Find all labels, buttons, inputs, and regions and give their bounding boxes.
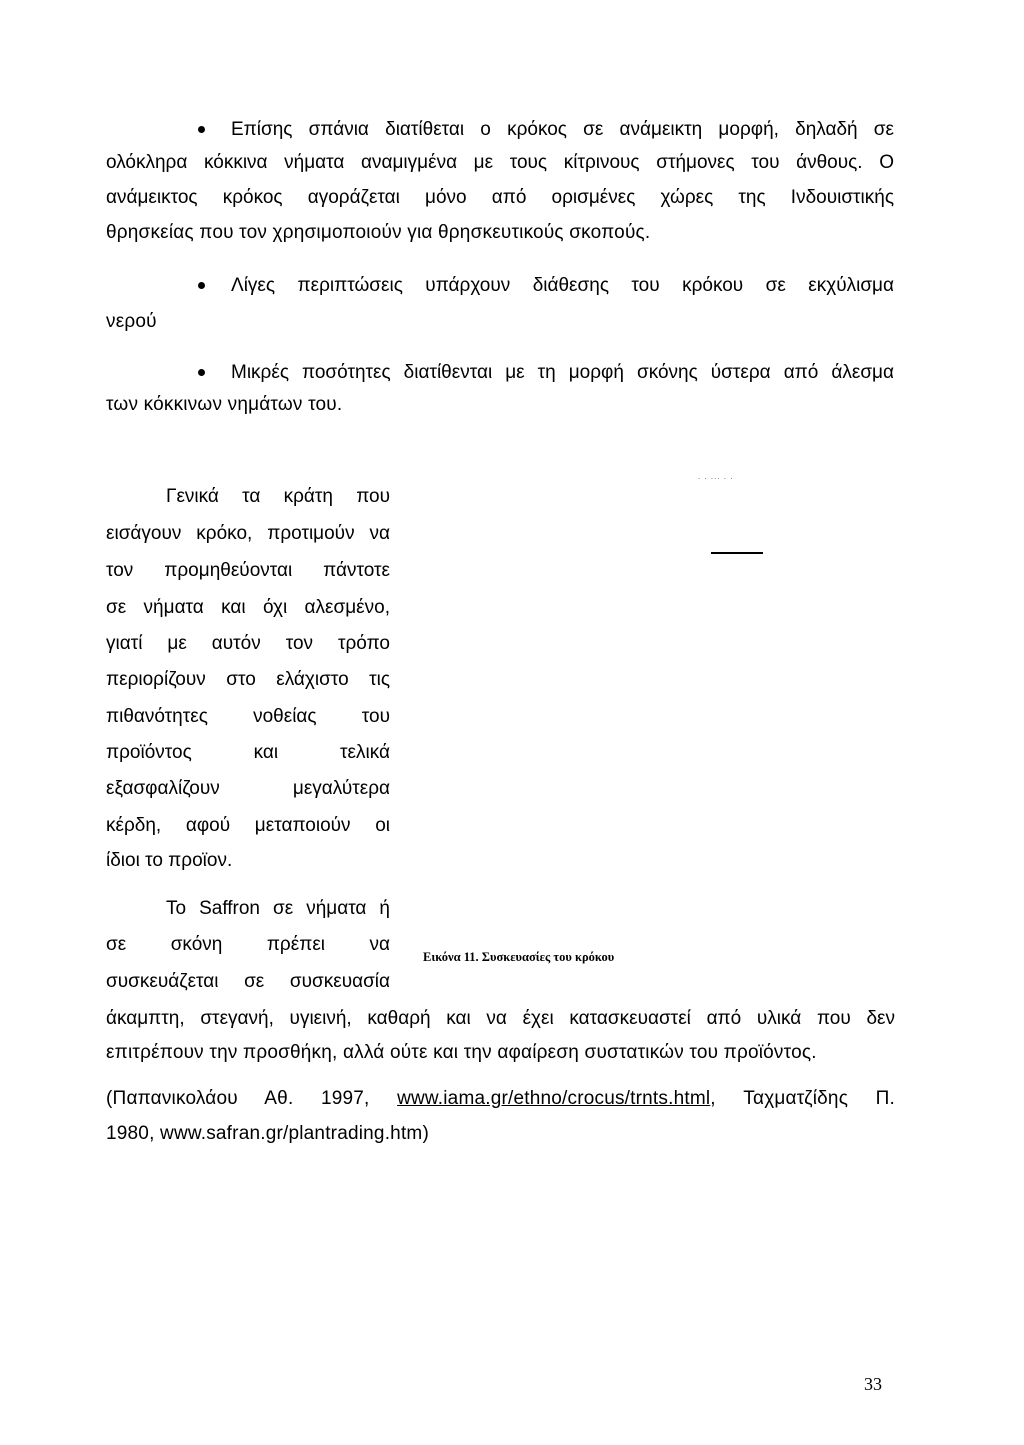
saffron-line-3: συσκευάζεται σε συσκευασία <box>106 971 390 992</box>
bullet1-line1: Επίσης σπάνια διατίθεται ο κρόκος σε ανάμεικτη μορφή, δηλαδή σε <box>231 119 894 140</box>
bullet1-line2: ολόκληρα κόκκινα νήματα αναμιγμένα με τους κίτρινους στήμονες του άνθους. Ο <box>106 152 894 173</box>
page-number: 33 <box>864 1374 882 1394</box>
saffron-line-1: Το Saffron σε νήματα ή <box>166 898 390 919</box>
column-line-1: Γενικά τα κράτη που <box>166 486 390 507</box>
bullet3-line1: Μικρές ποσότητες διατίθενται με τη μορφή σκόνης ύστερα από άλεσμα <box>231 362 894 383</box>
column-line-2: εισάγουν κρόκο, προτιμούν να <box>106 523 390 544</box>
figure-image-line <box>711 552 763 554</box>
column-line-9: εξασφαλίζουν μεγαλύτερα <box>106 778 390 799</box>
figure-caption: Εικόνα 11. Συσκευασίες του κρόκου <box>423 950 615 964</box>
bullet-marker <box>198 126 205 133</box>
column-line-7: πιθανότητες νοθείας του <box>106 706 390 727</box>
reference-line-2: 1980, www.safran.gr/plantrading.htm) <box>106 1123 429 1144</box>
reference-line-1 <box>106 1087 895 1111</box>
column-line-10: κέρδη, αφού μεταποιούν οι <box>106 815 390 836</box>
column-line-8: προϊόντος και τελικά <box>106 742 390 763</box>
bullet-marker <box>198 282 205 289</box>
reference-prefix: (Παπανικολάου Αθ. 1997, <box>106 1088 398 1109</box>
bullet2-line1: Λίγες περιπτώσεις υπάρχουν διάθεσης του κρόκου σε εκχύλισμα <box>231 275 894 296</box>
figure-image-remnant: . . ... . . <box>698 472 734 481</box>
bullet-marker <box>198 369 205 376</box>
saffron-full-line-2: επιτρέπουν την προσθήκη, αλλά ούτε και την αφαίρεση συστατικών του προϊόντος. <box>106 1042 817 1063</box>
column-line-3: τον προμηθεύονται πάντοτε <box>106 560 390 581</box>
saffron-full-line-1: άκαμπτη, στεγανή, υγιεινή, καθαρή και να έχει κατασκευαστεί από υλικά που δεν <box>106 1008 895 1029</box>
bullet1-line3: ανάμεικτος κρόκος αγοράζεται μόνο από ορισμένες χώρες της Ινδουιστικής <box>106 187 894 208</box>
bullet3-line2: των κόκκινων νημάτων του. <box>106 394 343 415</box>
bullet2-line2: νερού <box>106 311 157 332</box>
saffron-line-2: σε σκόνη πρέπει να <box>106 934 390 955</box>
column-line-5: γιατί με αυτόν τον τρόπο <box>106 633 390 654</box>
reference-link[interactable]: www.iama.gr/ethno/crocus/trnts.html <box>397 1088 711 1109</box>
reference-suffix: , Ταχματζίδης Π. <box>710 1088 895 1109</box>
column-line-6: περιορίζουν στο ελάχιστο τις <box>106 669 390 690</box>
column-line-11: ίδιοι το προϊον. <box>106 850 233 871</box>
column-line-4: σε νήματα και όχι αλεσμένο, <box>106 597 390 618</box>
bullet1-line4: θρησκείας που τον χρησιμοποιούν για θρησκευτικούς σκοπούς. <box>106 222 651 243</box>
